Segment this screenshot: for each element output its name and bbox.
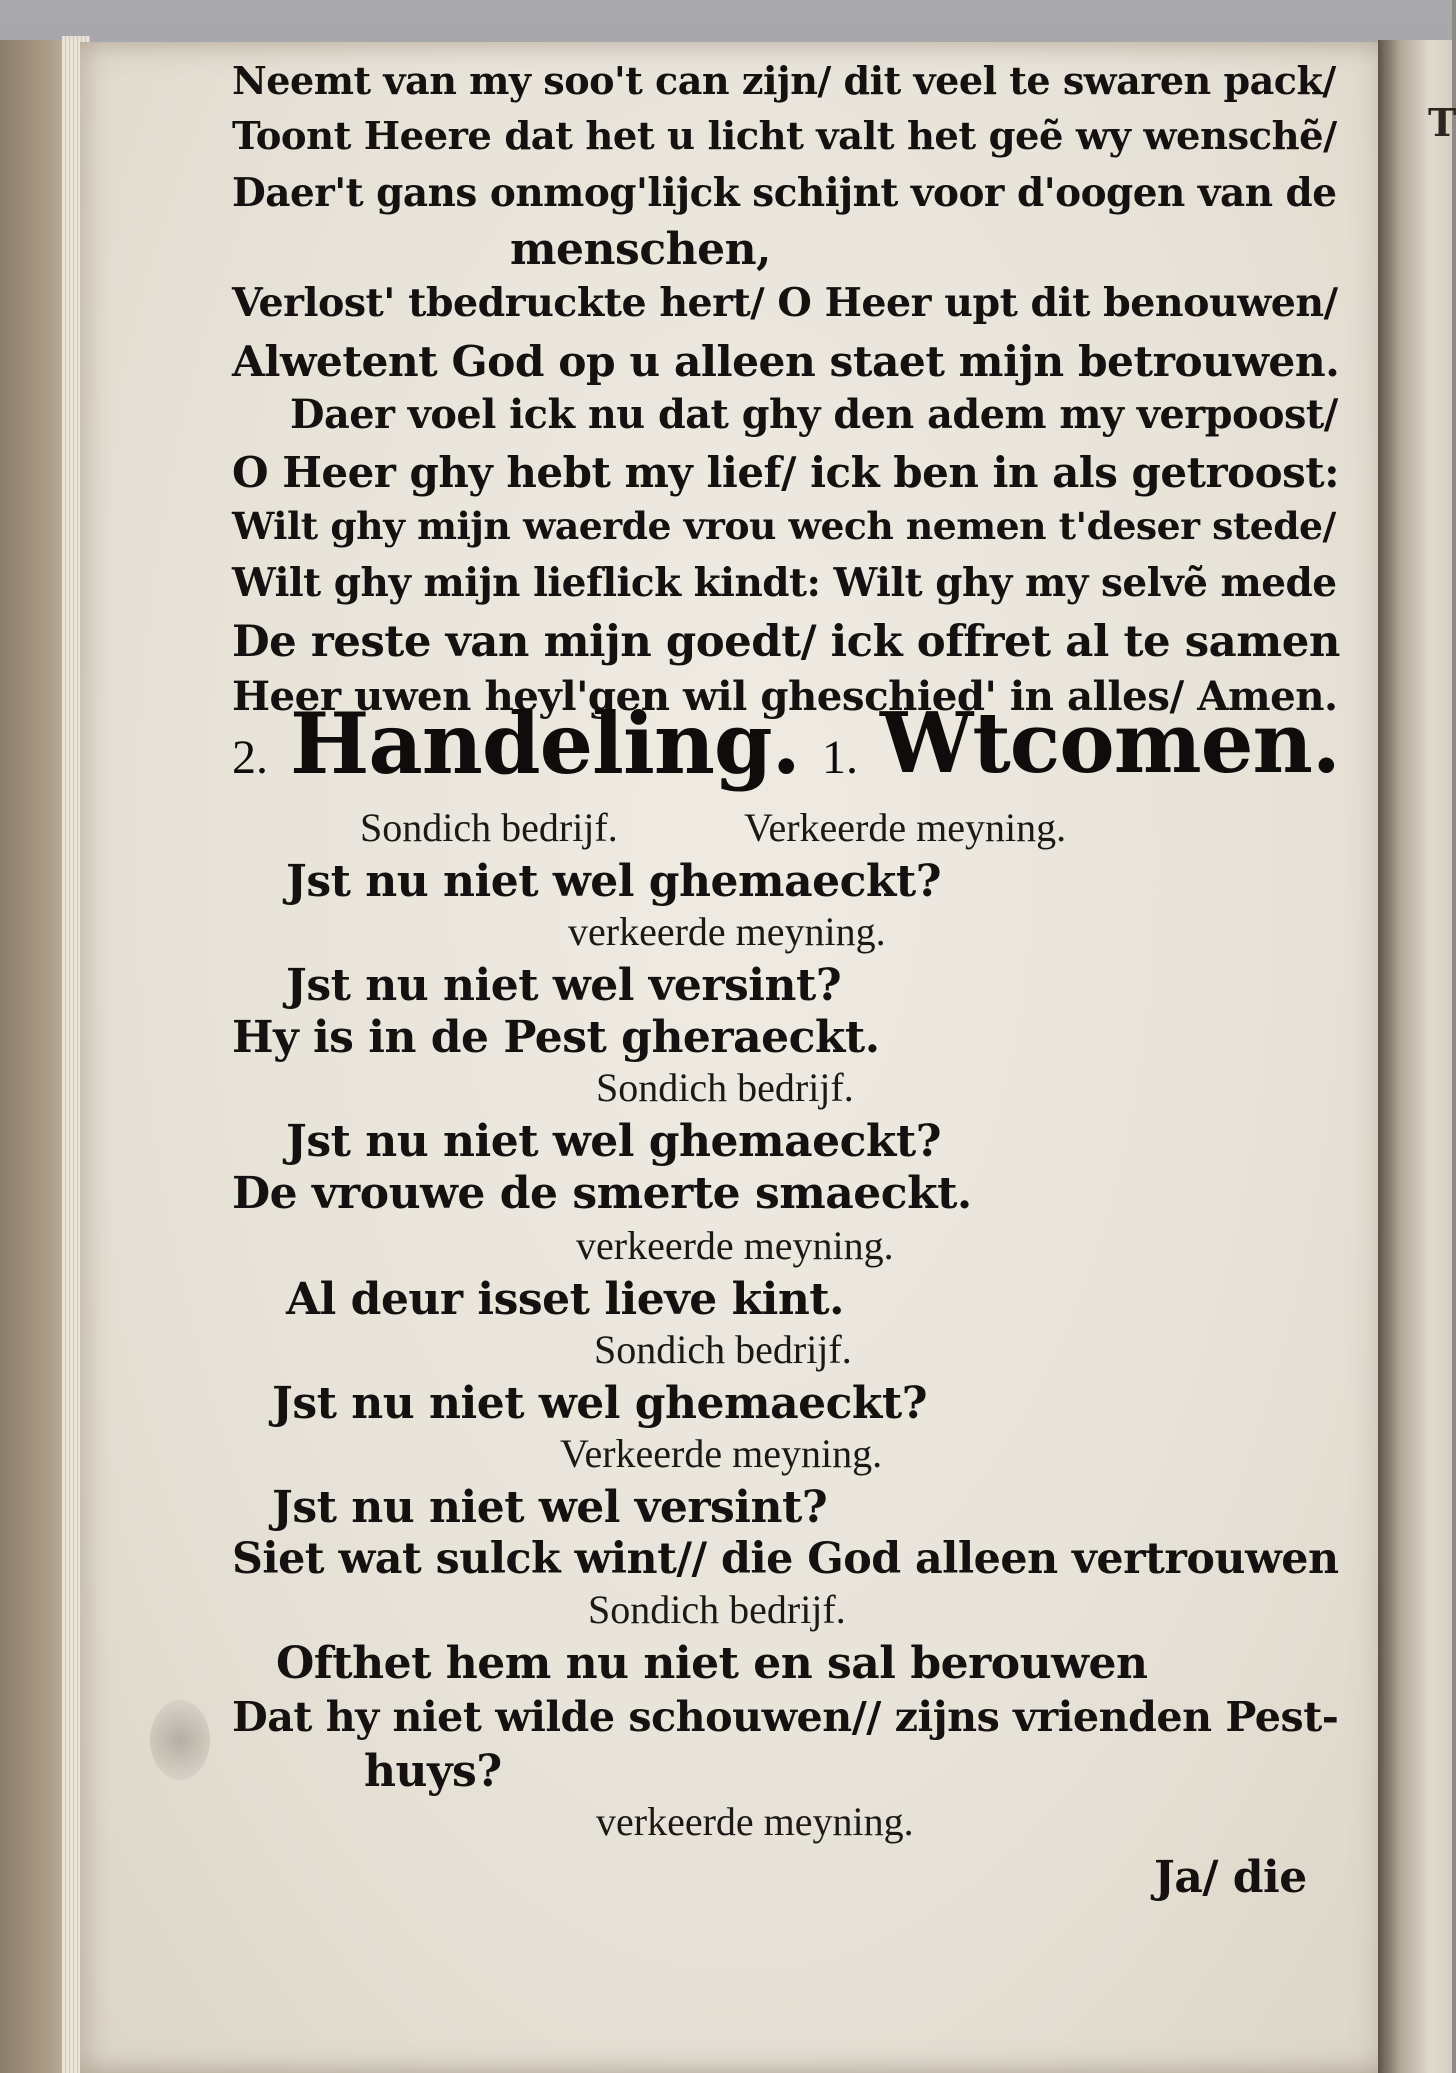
dialogue-line: Jst nu niet wel ghemaeckt? <box>286 1116 941 1167</box>
speaker-name: Verkeerde meyning. <box>560 1431 883 1476</box>
dialogue-line: Siet wat sulck wint// die God alleen vertrouwen <box>232 1534 1339 1584</box>
speaker-name: Sondich bedrijf. <box>596 1065 854 1110</box>
verse-line: Verlost' tbedruckte hert/ O Heer upt dit benouwen/ <box>232 280 1338 326</box>
verse-line: O Heer ghy hebt my lief/ ick ben in als getroost: <box>232 448 1340 497</box>
facing-page-glyph: T <box>1428 100 1456 145</box>
section-number: 1. <box>822 731 858 784</box>
dialogue-line: Jst nu niet wel versint? <box>272 1482 828 1533</box>
dialogue-line: Hy is in de Pest gheraeckt. <box>232 1012 880 1063</box>
dialogue-line: De vrouwe de smerte smaeckt. <box>232 1168 972 1219</box>
section-number: 2. <box>232 731 268 784</box>
dialogue-line: Dat hy niet wilde schouwen// zijns vrienden Pest- <box>232 1692 1339 1741</box>
section-title: Wtcomen. <box>880 694 1340 792</box>
dialogue-line: Jst nu niet wel versint? <box>286 960 842 1011</box>
dialogue-line: Jst nu niet wel ghemaeckt? <box>286 856 941 907</box>
verse-line: Wilt ghy mijn lieflick kindt: Wilt ghy my selvẽ mede <box>232 560 1337 606</box>
dialogue-line: huys? <box>364 1746 502 1797</box>
verse-line: De reste van mijn goedt/ ick offret al te samen <box>232 616 1340 667</box>
section-title: Handeling. <box>290 694 800 793</box>
verse-line: Alwetent God op u alleen staet mijn betrouwen. <box>232 336 1340 386</box>
verse-line: menschen, <box>510 224 771 275</box>
verse-line: Wilt ghy mijn waerde vrou wech nemen t'deser stede/ <box>232 504 1336 548</box>
book-gutter <box>1378 40 1452 2073</box>
verse-line: Daer voel ick nu dat ghy den adem my verpoost/ <box>290 392 1338 438</box>
dialogue-line: Jst nu niet wel ghemaeckt? <box>272 1378 927 1429</box>
speaker-name: Sondich bedrijf. <box>588 1587 846 1632</box>
verse-line: Toont Heere dat het u licht valt het geẽ wy wenschẽ/ <box>232 114 1337 159</box>
speaker-name: verkeerde meyning. <box>568 909 886 954</box>
speaker-name: verkeerde meyning. <box>596 1799 914 1844</box>
catchword: Ja/ die <box>1154 1852 1307 1903</box>
verse-line: Neemt van my soo't can zijn/ dit veel te swaren pack/ <box>232 58 1336 103</box>
speaker-name: Sondich bedrijf. <box>594 1327 852 1372</box>
verse-line: Heer uwen heyl'gen wil gheschied' in alles/ Amen. <box>232 672 1338 720</box>
verse-line: Daer't gans onmog'lijck schijnt voor d'oogen van de <box>232 170 1337 216</box>
speaker-name: Sondich bedrijf. <box>360 805 618 850</box>
speaker-name: Verkeerde meyning. <box>744 805 1067 850</box>
speaker-name: verkeerde meyning. <box>576 1223 894 1268</box>
dialogue-line: Ofthet hem nu niet en sal berouwen <box>276 1638 1148 1689</box>
dialogue-line: Al deur isset lieve kint. <box>286 1274 844 1325</box>
paper-stain <box>150 1700 210 1780</box>
